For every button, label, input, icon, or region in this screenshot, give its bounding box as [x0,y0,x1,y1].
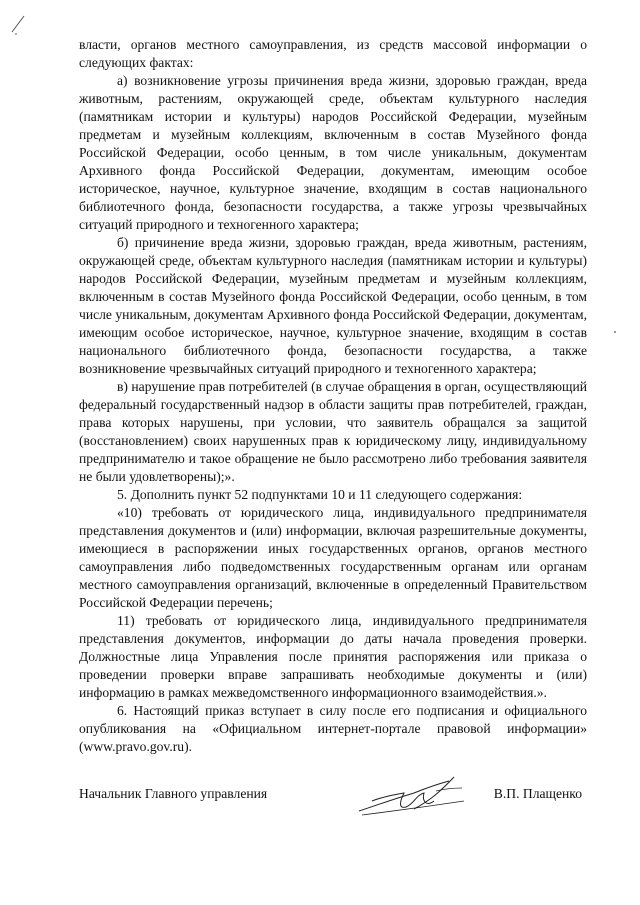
paragraph-item-6: 6. Настоящий приказ вступает в силу после его подписания и официального опубликования на «Официальном интернет-портале правовой информации» (www.pravo.gov.ru). [79,703,587,754]
signatory-title: Начальник Главного управления [79,786,268,801]
handwritten-signature [354,771,474,825]
paragraph-subitem-11: 11) требовать от юридического лица, индивидуального предпринимателя представления документов, информации до даты начала проведения проверки. Должностные лица Управления после принятия распоряжения или приказа о проведении проверки вправе запрашивать необходимые документы и (или) информацию в рамках межведомственного информационного взаимодействия.». [79,613,587,700]
scan-artifact-mark [612,322,618,340]
scan-artifact-mark [10,12,40,41]
paragraph-subitem-10: «10) требовать от юридического лица, индивидуального предпринимателя представления документов и (или) информации, включая разрешительные документы, имеющиеся в распоряжении иных государственных органов, органов местного самоуправления либо подведомственных государственным органам или органам местного самоуправления организаций, включенные в определенный Правительством Российской Федерации перечень; [79,505,587,610]
signature-block [79,786,587,826]
paragraph-continuation: власти, органов местного самоуправления, из средств массовой информации о следующих фактах: [79,37,587,70]
paragraph-subitem-a: а) возникновение угрозы причинения вреда жизни, здоровью граждан, вреда животным, растениям, окружающей среде, объектам культурного наследия (памятникам истории и культуры) народов Российской Федерации, музейным предметам и музейным коллекциям, включенным в состав Музейного фонда Российской Федерации, особо ценным, в том числе уникальным, документам Архивного фонда Российской Федерации, документам, имеющим особое историческое, научное, культурное значение, входящим в состав национального библиотечного фонда, безопасности государства, а также угрозы чрезвычайных ситуаций природного и техногенного характера; [79,73,587,232]
paragraph-item-5: 5. Дополнить пункт 52 подпунктами 10 и 11 следующего содержания: [117,487,523,502]
document-body [79,36,587,756]
signatory-name: В.П. Плащенко [493,786,582,801]
paragraph-subitem-b: б) причинение вреда жизни, здоровью граждан, вреда животным, растениям, окружающей среде, объектам культурного наследия (памятникам истории и культуры) народов Российской Федерации, музейным предметам и музейным коллекциям, включенным в состав Музейного фонда Российской Федерации, особо ценным, в том числе уникальным, документам Архивного фонда Российской Федерации, документам, имеющим особое историческое, научное, культурное значение, входящим в состав национального библиотечного фонда, безопасности государства, а также возникновение чрезвычайных ситуаций природного и техногенного характера; [79,235,587,376]
paragraph-subitem-c: в) нарушение прав потребителей (в случае обращения в орган, осуществляющий федеральный государственный надзор в области защиты прав потребителей, граждан, права которых нарушены, при условии, что заявитель обращался за защитой (восстановлением) своих нарушенных прав к юридическому лицу, индивидуальному предпринимателю и такое обращение не было рассмотрено либо требования заявителя не были удовлетворены);». [79,379,587,484]
